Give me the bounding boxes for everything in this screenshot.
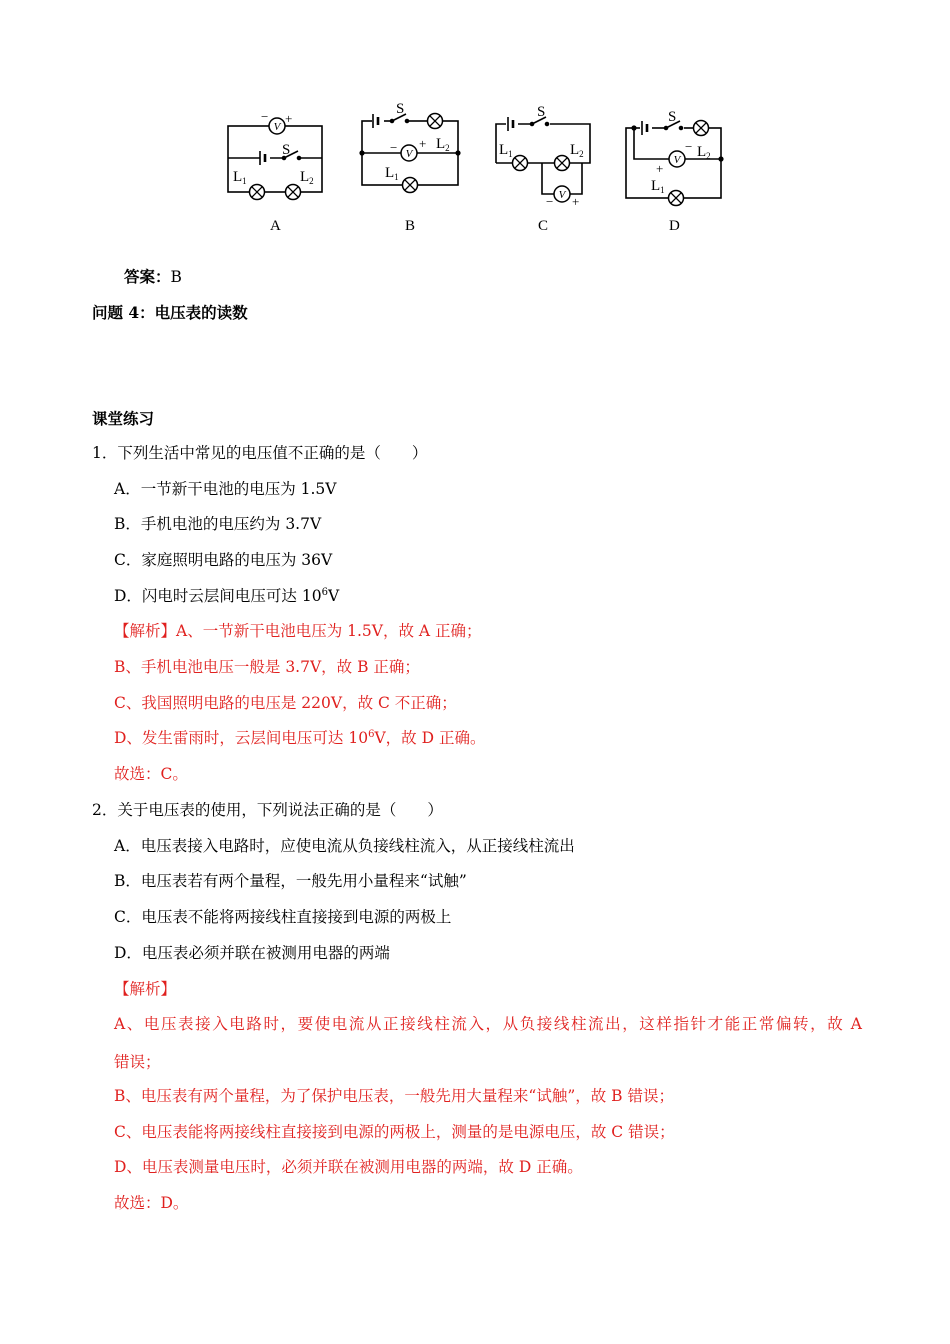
q1-analysis-line3: C、我国照明电路的电压是 220V，故 C 不正确； — [114, 694, 457, 712]
q2-analysis-line1b: 错误； — [114, 1053, 161, 1071]
svg-text:+: + — [572, 194, 580, 209]
voltmeter-a — [269, 118, 285, 134]
q2-stem: 2．关于电压表的使用，下列说法正确的是（ ） — [92, 801, 443, 819]
minus-sign: − — [261, 109, 269, 124]
lamp-l2-c — [555, 156, 570, 171]
q2-analysis-title: 【解析】 — [114, 980, 177, 998]
lamp-label-l1-a: $L_1$ — [233, 169, 247, 186]
svg-text:L1: $L_1$ — [651, 178, 665, 195]
figure-label-b: B — [405, 218, 416, 234]
svg-text:+: + — [419, 136, 427, 151]
voltmeter-c — [554, 186, 570, 202]
svg-text:S: S — [537, 104, 546, 120]
figure-label-a: A — [270, 218, 281, 234]
q1-analysis-line4: D、发生雷雨时，云层间电压可达 $10^6V$，故 D 正确。 — [114, 729, 486, 747]
q2-analysis-line4: D、电压表测量电压时，必须并联在被测用电器的两端，故 D 正确。 — [114, 1158, 583, 1176]
svg-text:−: − — [685, 139, 693, 154]
q1-conclusion: 故选：C。 — [114, 765, 188, 783]
lamp-l2-b — [428, 114, 443, 129]
svg-text:L1: $L_1$ — [385, 165, 399, 182]
q1-option-c: C．家庭照明电路的电压为 36V — [114, 551, 333, 569]
svg-text:−: − — [546, 194, 554, 209]
answer-value: B — [170, 268, 182, 286]
lamp-l1-c — [513, 156, 528, 171]
svg-text:+: + — [656, 161, 664, 176]
q2-analysis-line2: B、电压表有两个量程，为了保护电压表，一般先用大量程来“试触”，故 B 错误； — [114, 1087, 674, 1105]
plus-sign: + — [285, 111, 293, 126]
answer-label: 答案： — [124, 267, 171, 286]
voltmeter-d — [669, 151, 685, 167]
q1-option-a: A．一节新干电池的电压为 1.5V — [114, 480, 337, 498]
q1-option-d: D．闪电时云层间电压可达 $10^6V$ — [114, 587, 340, 605]
svg-text:L2: $L_2$ — [570, 142, 584, 159]
lamp-l1-a — [250, 185, 265, 200]
svg-text:L2: $L_2$ — [436, 136, 450, 153]
circuit-diagrams-figure: V − + S $L_1$ $L_2$ A S − + $L_2$ $L_1$ B S $L_1$ $L_2$ − + C S + − $L_2$ $L_1$ D — [220, 96, 730, 236]
figure-label-d: D — [669, 218, 680, 234]
previous-answer — [124, 267, 182, 287]
svg-text:L1: $L_1$ — [499, 142, 513, 159]
q1-stem: 1．下列生活中常见的电压值不正确的是（ ） — [92, 444, 428, 462]
question-4-heading: 问题 4：电压表的读数 — [92, 303, 248, 322]
q1-option-b: B．手机电池的电压约为 3.7V — [114, 515, 322, 533]
svg-text:S: S — [668, 109, 677, 125]
lamp-label-l2-a: $L_2$ — [300, 169, 314, 186]
lamp-l2-a — [286, 185, 301, 200]
figure-label-c: C — [538, 218, 549, 234]
q2-conclusion: 故选：D。 — [114, 1194, 189, 1212]
svg-text:−: − — [390, 140, 398, 155]
voltmeter-b — [401, 145, 417, 161]
q2-analysis-line1a: A、电压表接入电路时，要使电流从正接线柱流入，从负接线柱流出，这样指针才能正常偏转，故 A — [114, 1015, 862, 1033]
q2-option-d: D．电压表必须并联在被测用电器的两端 — [114, 944, 390, 962]
switch-label-a: S — [282, 142, 291, 158]
q2-option-c: C．电压表不能将两接线柱直接接到电源的两极上 — [114, 908, 452, 926]
practice-heading: 课堂练习 — [92, 409, 155, 428]
lamp-l1-d — [669, 191, 684, 206]
lamp-l1-b — [403, 178, 418, 193]
q2-option-b: B．电压表若有两个量程，一般先用小量程来“试触” — [114, 872, 467, 890]
lamp-l2-d — [694, 121, 709, 136]
q2-option-a: A．电压表接入电路时，应使电流从负接线柱流入，从正接线柱流出 — [114, 837, 575, 855]
q1-analysis-line2: B、手机电池电压一般是 3.7V，故 B 正确； — [114, 658, 420, 676]
svg-text:L2: $L_2$ — [697, 144, 711, 161]
switch-label-b: S — [396, 101, 405, 117]
q2-analysis-line3: C、电压表能将两接线柱直接接到电源的两极上，测量的是电源电压，故 C 错误； — [114, 1123, 675, 1141]
q1-analysis-line1: 【解析】A、一节新干电池电压为 1.5V，故 A 正确； — [114, 622, 482, 640]
